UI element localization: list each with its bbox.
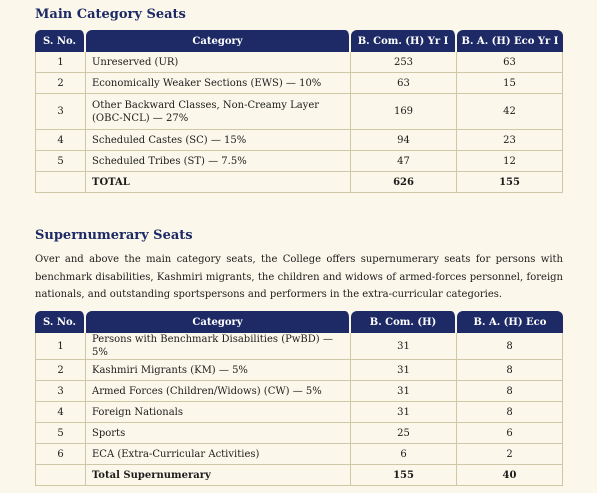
cell-sno: 5 bbox=[35, 151, 86, 172]
cell-total-bcom: 155 bbox=[351, 465, 457, 486]
cell-sno: 1 bbox=[35, 333, 86, 360]
cell-total-ba: 155 bbox=[457, 172, 563, 193]
cell-category: Kashmiri Migrants (KM) — 5% bbox=[86, 360, 351, 381]
cell-category: Sports bbox=[86, 423, 351, 444]
table-row bbox=[35, 94, 563, 130]
col-header-ba-eco: B. A. (H) Eco Yr I bbox=[457, 30, 563, 52]
table-row bbox=[35, 423, 563, 444]
table-row bbox=[35, 151, 563, 172]
table-row bbox=[35, 402, 563, 423]
cell-sno: 5 bbox=[35, 423, 86, 444]
cell-ba: 42 bbox=[457, 94, 563, 130]
cell-category: Unreserved (UR) bbox=[86, 52, 351, 73]
cell-bcom: 63 bbox=[351, 73, 457, 94]
cell-bcom: 169 bbox=[351, 94, 457, 130]
table-row bbox=[35, 381, 563, 402]
cell-ba: 23 bbox=[457, 130, 563, 151]
cell-ba: 8 bbox=[457, 381, 563, 402]
cell-ba: 15 bbox=[457, 73, 563, 94]
supernumerary-heading: Supernumerary Seats bbox=[35, 228, 193, 243]
cell-category: Foreign Nationals bbox=[86, 402, 351, 423]
cell-total-label: Total Supernumerary bbox=[86, 465, 351, 486]
cell-sno: 2 bbox=[35, 360, 86, 381]
cell-category: Persons with Benchmark Disabilities (PwBD) — 5% bbox=[86, 333, 351, 360]
cell-category: Scheduled Tribes (ST) — 7.5% bbox=[86, 151, 351, 172]
cell-total-label: TOTAL bbox=[86, 172, 351, 193]
col-header-ba-eco: B. A. (H) Eco bbox=[457, 311, 563, 333]
cell-ba: 6 bbox=[457, 423, 563, 444]
table-row bbox=[35, 360, 563, 381]
cell-category: ECA (Extra-Curricular Activities) bbox=[86, 444, 351, 465]
cell-bcom: 47 bbox=[351, 151, 457, 172]
cell-ba: 8 bbox=[457, 333, 563, 360]
supernumerary-table bbox=[35, 311, 563, 486]
col-header-sno: S. No. bbox=[35, 311, 86, 333]
cell-sno: 1 bbox=[35, 52, 86, 73]
cell-bcom: 31 bbox=[351, 360, 457, 381]
cell-bcom: 31 bbox=[351, 333, 457, 360]
cell-sno: 4 bbox=[35, 130, 86, 151]
table-header-row bbox=[35, 30, 563, 52]
main-category-heading: Main Category Seats bbox=[35, 7, 186, 22]
cell-sno: 6 bbox=[35, 444, 86, 465]
cell-category: Armed Forces (Children/Widows) (CW) — 5% bbox=[86, 381, 351, 402]
cell-category: Other Backward Classes, Non-Creamy Layer (OBC-NCL) — 27% bbox=[86, 94, 351, 130]
table-row bbox=[35, 333, 563, 360]
cell-ba: 63 bbox=[457, 52, 563, 73]
table-total-row bbox=[35, 172, 563, 193]
cell-sno bbox=[35, 465, 86, 486]
cell-category: Scheduled Castes (SC) — 15% bbox=[86, 130, 351, 151]
cell-ba: 8 bbox=[457, 402, 563, 423]
table-header-row bbox=[35, 311, 563, 333]
cell-ba: 12 bbox=[457, 151, 563, 172]
table-row bbox=[35, 52, 563, 73]
col-header-sno: S. No. bbox=[35, 30, 86, 52]
main-category-table bbox=[35, 30, 563, 193]
col-header-category: Category bbox=[86, 30, 351, 52]
cell-sno bbox=[35, 172, 86, 193]
table-row bbox=[35, 73, 563, 94]
table-row bbox=[35, 444, 563, 465]
cell-bcom: 253 bbox=[351, 52, 457, 73]
cell-sno: 3 bbox=[35, 381, 86, 402]
cell-bcom: 31 bbox=[351, 402, 457, 423]
cell-sno: 2 bbox=[35, 73, 86, 94]
cell-sno: 3 bbox=[35, 94, 86, 130]
cell-sno: 4 bbox=[35, 402, 86, 423]
cell-bcom: 6 bbox=[351, 444, 457, 465]
cell-total-ba: 40 bbox=[457, 465, 563, 486]
cell-ba: 8 bbox=[457, 360, 563, 381]
cell-category: Economically Weaker Sections (EWS) — 10% bbox=[86, 73, 351, 94]
cell-bcom: 25 bbox=[351, 423, 457, 444]
col-header-category: Category bbox=[86, 311, 351, 333]
cell-total-bcom: 626 bbox=[351, 172, 457, 193]
supernumerary-intro-paragraph: Over and above the main category seats, the College offers supernumerary seats for persons with benchmark disabilities, Kashmiri migrants, the children and widows of armed-forces personnel, foreign nationals, and outstanding sportspersons and performers in the extra-curricular categories. bbox=[35, 254, 563, 300]
cell-bcom: 31 bbox=[351, 381, 457, 402]
cell-ba: 2 bbox=[457, 444, 563, 465]
cell-bcom: 94 bbox=[351, 130, 457, 151]
col-header-bcom: B. Com. (H) Yr I bbox=[351, 30, 457, 52]
col-header-bcom: B. Com. (H) bbox=[351, 311, 457, 333]
table-total-row bbox=[35, 465, 563, 486]
table-row bbox=[35, 130, 563, 151]
